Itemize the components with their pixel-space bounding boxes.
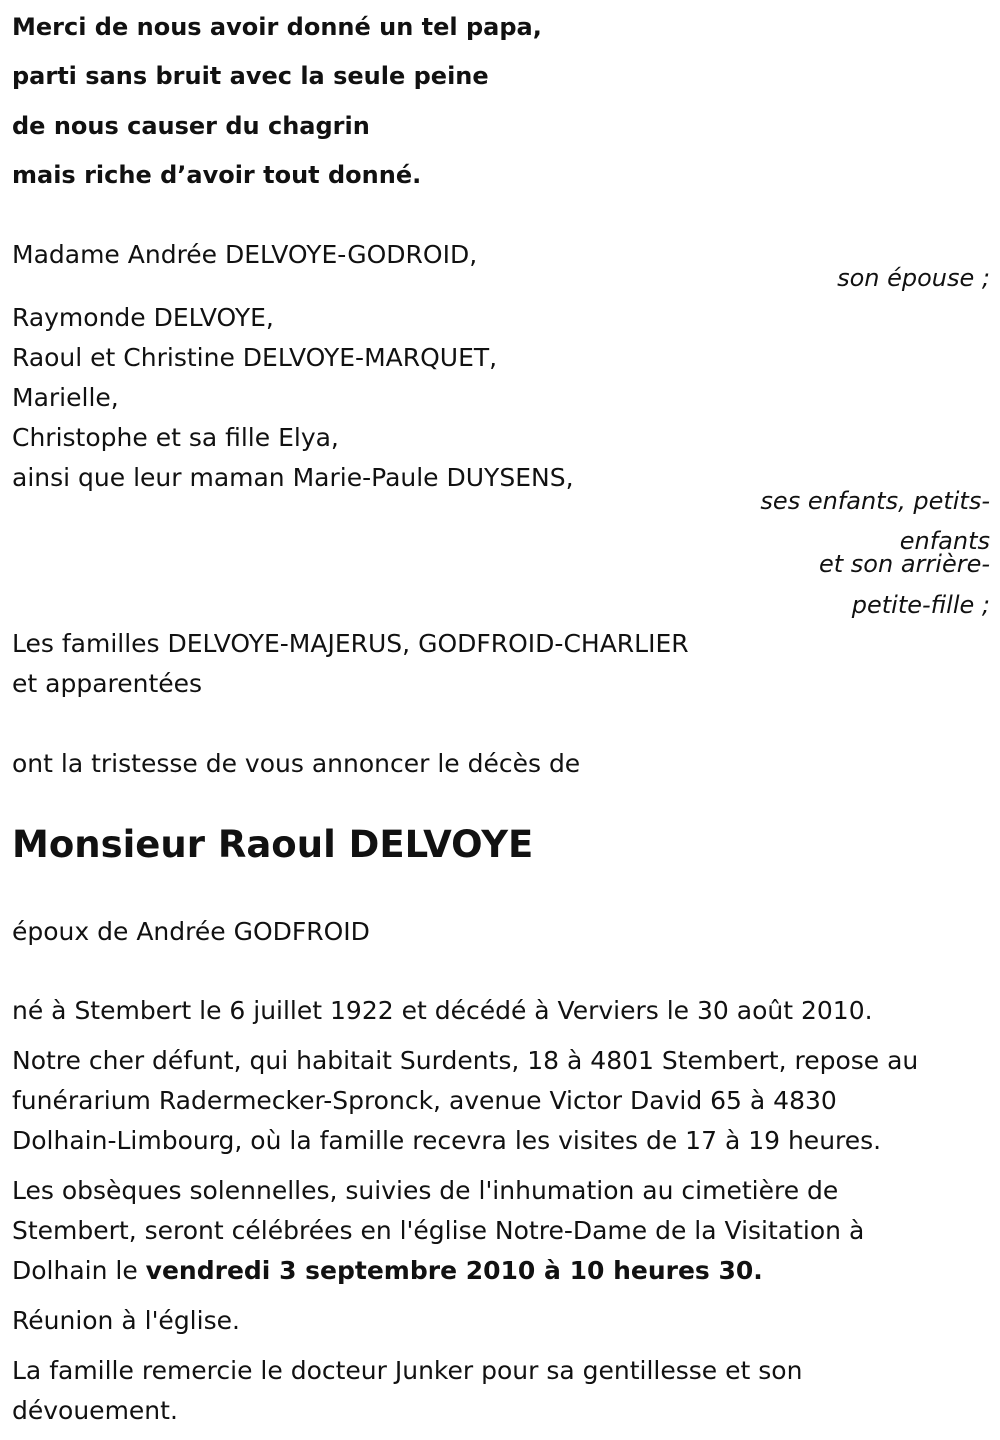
funeral-date-prefix: Dolhain le: [12, 1256, 146, 1285]
meeting-text: Réunion à l'église.: [12, 1306, 240, 1335]
verse-line: parti sans bruit avec la seule peine: [12, 62, 489, 90]
residence-line: funérarium Radermecker-Spronck, avenue Victor David 65 à 4830: [12, 1086, 837, 1115]
spouse-name: Madame Andrée DELVOYE-GODROID,: [12, 240, 478, 269]
residence-line: Dolhain-Limbourg, où la famille recevra les visites de 17 à 19 heures.: [12, 1126, 882, 1155]
children-role-line: enfants: [899, 527, 990, 555]
spouse-role: son épouse ;: [837, 264, 990, 292]
children-role-line: petite-fille ;: [851, 591, 990, 619]
verse-line: Merci de nous avoir donné un tel papa,: [12, 13, 542, 41]
child-line: ainsi que leur maman Marie-Paule DUYSENS,: [12, 463, 574, 492]
child-line: Raymonde DELVOYE,: [12, 303, 274, 332]
residence-line: Notre cher défunt, qui habitait Surdents, 18 à 4801 Stembert, repose au: [12, 1046, 919, 1075]
birth-death-text: né à Stembert le 6 juillet 1922 et décédé à Verviers le 30 août 2010.: [12, 996, 873, 1025]
verse-line: de nous causer du chagrin: [12, 112, 370, 140]
families-line: et apparentées: [12, 669, 203, 698]
funeral-date: vendredi 3 septembre 2010 à 10 heures 30.: [145, 1256, 763, 1285]
thanks-line: dévouement.: [12, 1396, 178, 1425]
funeral-line: Les obsèques solennelles, suivies de l'inhumation au cimetière de: [12, 1176, 839, 1205]
thanks-line: La famille remercie le docteur Junker pour sa gentillesse et son: [12, 1356, 803, 1385]
verse-line: mais riche d’avoir tout donné.: [12, 161, 422, 189]
funeral-line: [12, 1258, 763, 1283]
children-role-line: ses enfants, petits-: [760, 487, 990, 515]
families-line: Les familles DELVOYE-MAJERUS, GODFROID-CHARLIER: [12, 629, 689, 658]
child-line: Christophe et sa fille Elya,: [12, 423, 339, 452]
child-line: Raoul et Christine DELVOYE-MARQUET,: [12, 343, 498, 372]
husband-of: époux de Andrée GODFROID: [12, 917, 370, 946]
deceased-name: Monsieur Raoul DELVOYE: [12, 823, 534, 866]
funeral-line: Stembert, seront célébrées en l'église Notre-Dame de la Visitation à: [12, 1216, 865, 1245]
child-line: Marielle,: [12, 383, 119, 412]
children-role-line: et son arrière-: [819, 550, 990, 578]
announcement-text: ont la tristesse de vous annoncer le décès de: [12, 749, 581, 778]
